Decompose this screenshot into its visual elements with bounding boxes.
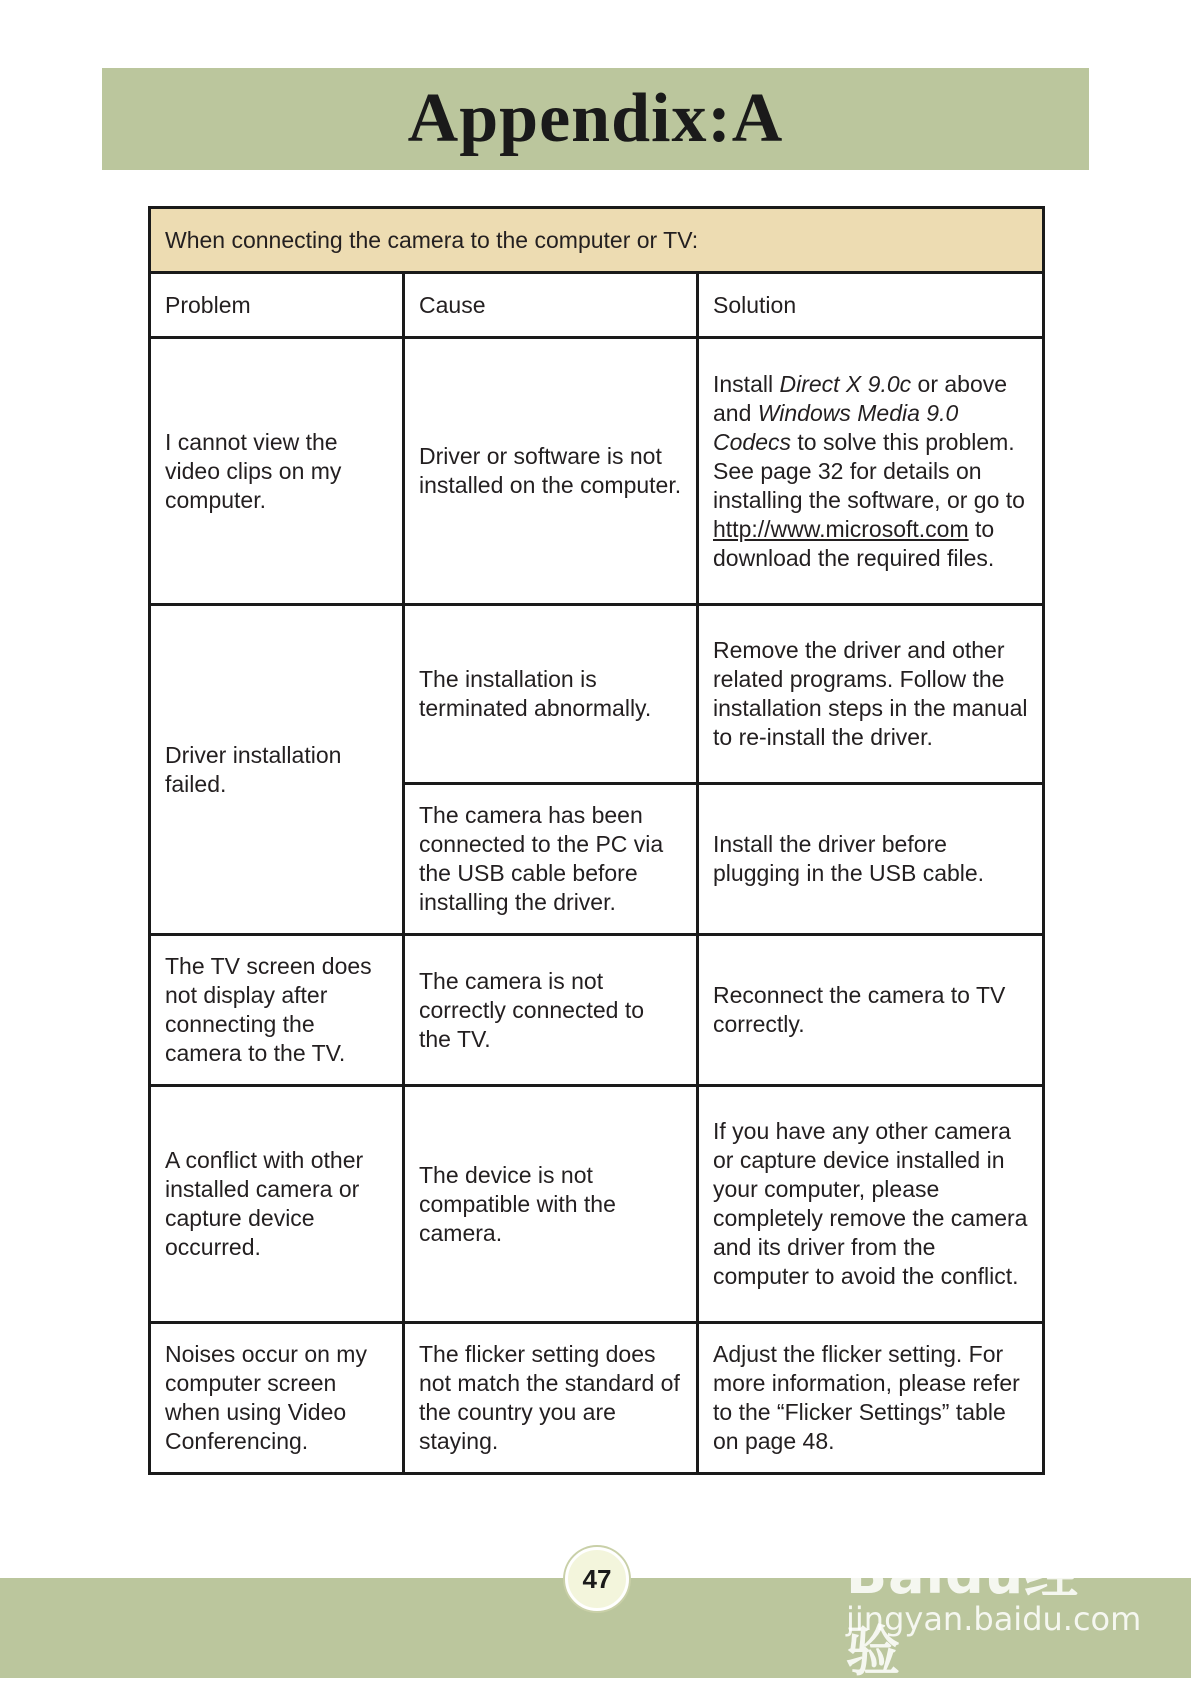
solution-cell: Reconnect the camera to TV correctly.: [698, 935, 1044, 1086]
troubleshooting-table: [148, 206, 1045, 1475]
solution-text: or above and: [713, 370, 1008, 426]
table-row: [150, 605, 1044, 784]
cause-cell: The flicker setting does not match the standard of the country you are staying.: [404, 1323, 698, 1474]
cause-cell: The camera is not correctly connected to the TV.: [404, 935, 698, 1086]
header-problem: Problem: [150, 273, 404, 338]
table-header-row: [150, 273, 1044, 338]
solution-text: to solve this problem. See page 32 for details on installing the software, or go to: [713, 428, 1025, 513]
solution-text: Install: [713, 370, 780, 397]
title-band: [102, 68, 1089, 170]
page-number: 47: [565, 1547, 629, 1611]
problem-cell: Noises occur on my computer screen when using Video Conferencing.: [150, 1323, 404, 1474]
solution-cell: [698, 338, 1044, 605]
table-row: [150, 338, 1044, 605]
problem-cell: Driver installation failed.: [150, 605, 404, 935]
table-caption-row: [150, 208, 1044, 273]
table-caption: When connecting the camera to the computer or TV:: [150, 208, 1044, 273]
table-row: [150, 1323, 1044, 1474]
watermark-url: jingyan.baidu.com: [846, 1600, 1142, 1638]
cause-cell: The installation is terminated abnormally.: [404, 605, 698, 784]
solution-cell: Remove the driver and other related programs. Follow the installation steps in the manual to re-install the driver.: [698, 605, 1044, 784]
table-row: [150, 1086, 1044, 1323]
cause-cell: Driver or software is not installed on the computer.: [404, 338, 698, 605]
problem-cell: A conflict with other installed camera or capture device occurred.: [150, 1086, 404, 1323]
watermark-brand: Baidu经验: [846, 1543, 1080, 1683]
solution-cell: If you have any other camera or capture device installed in your computer, please completely remove the camera and its driver from the computer to avoid the conflict.: [698, 1086, 1044, 1323]
cause-cell: The device is not compatible with the camera.: [404, 1086, 698, 1323]
solution-cell: Install the driver before plugging in the USB cable.: [698, 784, 1044, 935]
page-title: Appendix:A: [407, 80, 784, 157]
microsoft-link[interactable]: http://www.microsoft.com: [713, 515, 969, 542]
solution-text: to download the required files.: [713, 515, 995, 571]
header-solution: Solution: [698, 273, 1044, 338]
solution-emphasis: Windows Media 9.0 Codecs: [713, 399, 959, 455]
problem-cell: I cannot view the video clips on my computer.: [150, 338, 404, 605]
solution-emphasis: Direct X 9.0c: [779, 370, 912, 397]
header-cause: Cause: [404, 273, 698, 338]
problem-cell: The TV screen does not display after connecting the camera to the TV.: [150, 935, 404, 1086]
cause-cell: The camera has been connected to the PC via the USB cable before installing the driver.: [404, 784, 698, 935]
table-row: [150, 935, 1044, 1086]
baidu-watermark: [840, 1520, 1142, 1683]
solution-cell: Adjust the flicker setting. For more information, please refer to the “Flicker Settings” table on page 48.: [698, 1323, 1044, 1474]
